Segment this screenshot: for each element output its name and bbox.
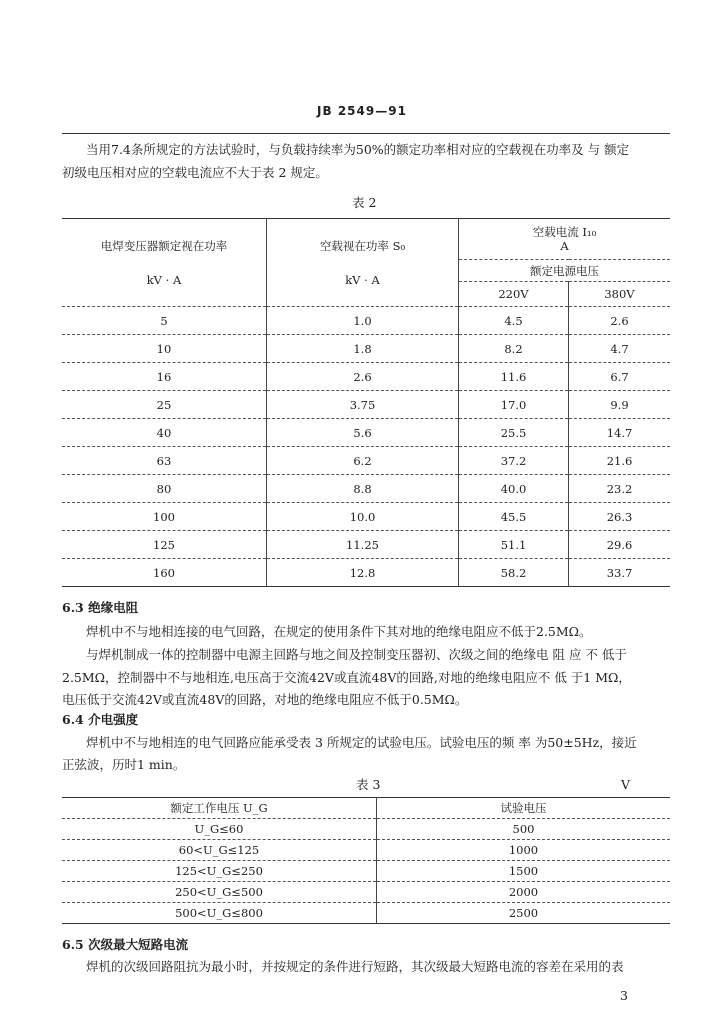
table-cell: 23.2 [569, 475, 671, 503]
t2-380v: 380V [569, 282, 671, 307]
table-cell: 4.5 [459, 307, 569, 335]
table-cell: 63 [62, 447, 267, 475]
table-row [62, 391, 670, 419]
standard-code-header: JB 2549—91 [317, 104, 407, 118]
table-cell: 45.5 [459, 503, 569, 531]
s63-line-1: 焊机中不与地相连接的电气回路，在规定的使用条件下其对地的绝缘电阻应不低于2.5MΩ。 [86, 624, 592, 639]
table-cell: 5 [62, 307, 267, 335]
table-cell: 29.6 [569, 531, 671, 559]
table-3 [62, 797, 670, 924]
table-cell: 9.9 [569, 391, 671, 419]
table-cell: 125 [62, 531, 267, 559]
table-cell: 17.0 [459, 391, 569, 419]
table-cell: 40 [62, 419, 267, 447]
table-cell: 11.6 [459, 363, 569, 391]
table-cell: 2.6 [569, 307, 671, 335]
table-cell: 12.8 [267, 559, 459, 587]
table-row [62, 419, 670, 447]
t2-col1-unit: kV · A [146, 272, 182, 287]
table-row [62, 503, 670, 531]
table-cell: 5.6 [267, 419, 459, 447]
table-cell: 3.75 [267, 391, 459, 419]
table-cell: 14.7 [569, 419, 671, 447]
table3-title: 表 3 [356, 777, 381, 792]
table-cell: 21.6 [569, 447, 671, 475]
s63-line-4: 电压低于交流42V或直流48V的回路，对地的绝缘电阻应不低于0.5MΩ。 [62, 692, 468, 707]
table-cell: 2000 [377, 882, 671, 903]
t3-header-rated-voltage: 额定工作电压 U_G [62, 798, 377, 819]
t2-col1-label: 电焊变压器额定视在功率 [100, 238, 228, 253]
table-cell: 4.7 [569, 335, 671, 363]
table-cell: 8.8 [267, 475, 459, 503]
table-cell: 10 [62, 335, 267, 363]
table-cell: 1500 [377, 861, 671, 882]
table3-unit: V [621, 777, 631, 792]
t3-header-test-voltage: 试验电压 [377, 798, 671, 819]
table-cell: 1.8 [267, 335, 459, 363]
table-row [62, 559, 670, 587]
section-6-5-title: 6.5 次级最大短路电流 [62, 937, 189, 952]
t2-header-col2 [267, 219, 459, 307]
table-row [62, 335, 670, 363]
table-cell: 11.25 [267, 531, 459, 559]
table-cell: 2.6 [267, 363, 459, 391]
table-row [62, 531, 670, 559]
table-cell: 160 [62, 559, 267, 587]
table-cell: 6.7 [569, 363, 671, 391]
table-cell: 125<U_G≤250 [62, 861, 377, 882]
table-cell: 500 [377, 819, 671, 840]
table-cell: 25 [62, 391, 267, 419]
t2-header-col3 [459, 219, 671, 260]
table-cell: 16 [62, 363, 267, 391]
table-cell: 100 [62, 503, 267, 531]
table-row [62, 447, 670, 475]
s64-line-2: 正弦波，历时1 min。 [62, 757, 186, 772]
table-cell: 2500 [377, 903, 671, 924]
table-row [62, 903, 670, 924]
t2-col2-label: 空载视在功率 S₀ [319, 238, 406, 253]
table-cell: 6.2 [267, 447, 459, 475]
section-6-3-title: 6.3 绝缘电阻 [62, 600, 139, 615]
s63-line-3: 2.5MΩ，控制器中不与地相连,电压高于交流42V或直流48V的回路,对地的绝缘电阻应不 低 于1 MΩ， [62, 670, 631, 685]
table-row [62, 307, 670, 335]
t2-col2-unit: kV · A [345, 272, 380, 287]
table-cell: 40.0 [459, 475, 569, 503]
table-row [62, 475, 670, 503]
table-row [62, 882, 670, 903]
table-cell: 37.2 [459, 447, 569, 475]
table-cell: 26.3 [569, 503, 671, 531]
table-cell: 1000 [377, 840, 671, 861]
table-cell: 51.1 [459, 531, 569, 559]
table-row [62, 819, 670, 840]
table2-title: 表 2 [352, 195, 377, 210]
table-cell: 60<U_G≤125 [62, 840, 377, 861]
header-rule [62, 133, 670, 134]
section-6-4-title: 6.4 介电强度 [62, 712, 139, 727]
t2-header-col1 [62, 219, 267, 307]
table-row [62, 840, 670, 861]
t2-col3-unit: A [560, 239, 569, 253]
table-cell: 80 [62, 475, 267, 503]
table-cell: 1.0 [267, 307, 459, 335]
intro-line-1: 当用7.4条所规定的方法试验时，与负载持续率为50%的额定功率相对应的空载视在功率及 与 额定 [86, 142, 630, 157]
table-cell: 500<U_G≤800 [62, 903, 377, 924]
t2-col3-label: 空载电流 I₁₀ [532, 225, 597, 239]
s63-line-2: 与焊机制成一体的控制器中电源主回路与地之间及控制变压器初、次级之间的绝缘电 阻 应 不 低于 [86, 647, 627, 662]
s64-line-1: 焊机中不与地相连的电气回路应能承受表 3 所规定的试验电压。试验电压的频 率 为50±5Hz，接近 [86, 735, 637, 750]
table-cell: 25.5 [459, 419, 569, 447]
table-cell: 250<U_G≤500 [62, 882, 377, 903]
table-cell: 33.7 [569, 559, 671, 587]
table-cell: 58.2 [459, 559, 569, 587]
page-number: 3 [620, 988, 628, 1003]
table-row [62, 861, 670, 882]
table-2 [62, 218, 670, 587]
table-cell: 8.2 [459, 335, 569, 363]
t2-rated-voltage: 额定电源电压 [459, 260, 671, 282]
table-cell: 10.0 [267, 503, 459, 531]
s65-line-1: 焊机的次级回路阻抗为最小时，并按规定的条件进行短路，其次级最大短路电流的容差在采用的表 [86, 959, 624, 974]
table-row [62, 363, 670, 391]
intro-line-2: 初级电压相对应的空载电流应不大于表 2 规定。 [62, 165, 328, 180]
t2-220v: 220V [459, 282, 569, 307]
table-cell: U_G≤60 [62, 819, 377, 840]
